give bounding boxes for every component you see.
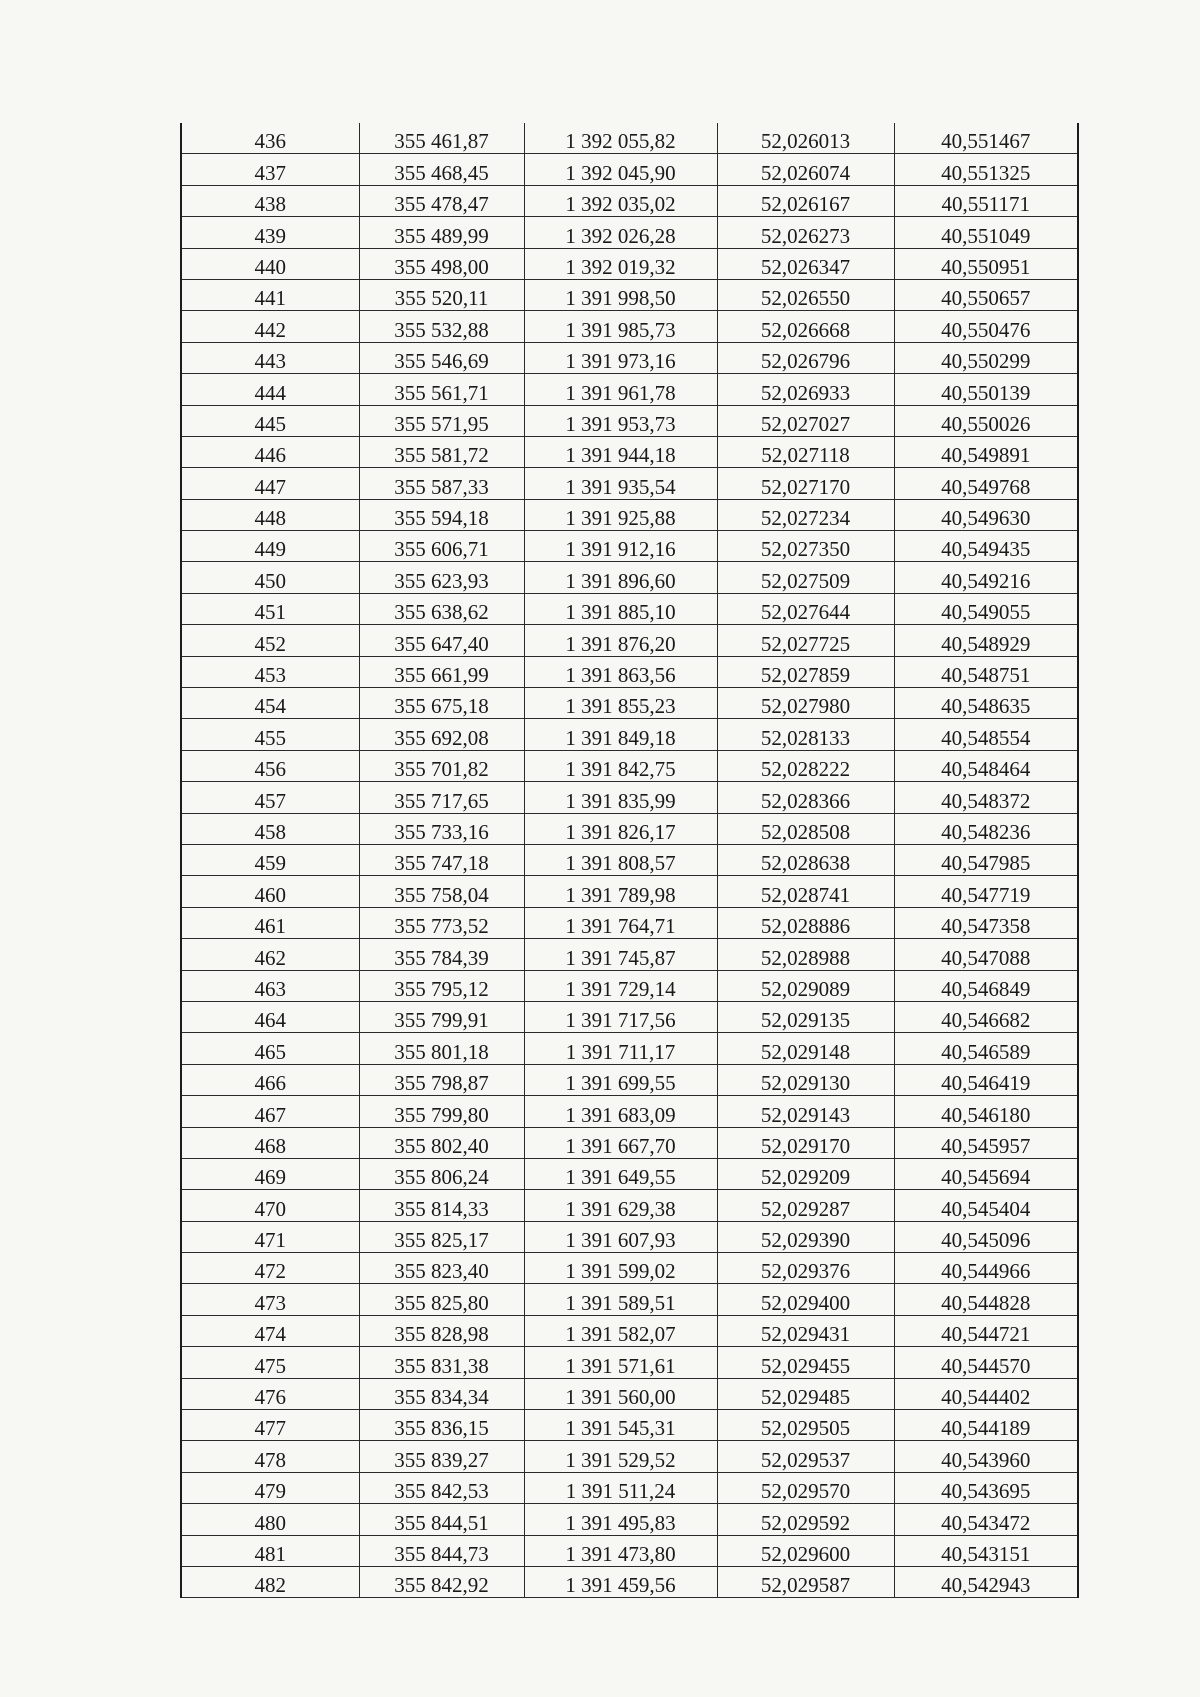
longitude-cell: 40,545694 bbox=[894, 1158, 1078, 1189]
table-row bbox=[181, 1096, 1078, 1127]
longitude-cell: 40,547088 bbox=[894, 939, 1078, 970]
latitude-cell: 52,026167 bbox=[717, 185, 894, 216]
table-row bbox=[181, 1158, 1078, 1189]
y-coordinate-cell: 1 391 459,56 bbox=[524, 1566, 717, 1597]
point-number-cell: 452 bbox=[181, 625, 359, 656]
y-coordinate-cell: 1 391 925,88 bbox=[524, 499, 717, 530]
table-row bbox=[181, 531, 1078, 562]
latitude-cell: 52,029135 bbox=[717, 1001, 894, 1032]
longitude-cell: 40,551467 bbox=[894, 123, 1078, 154]
table-row bbox=[181, 1064, 1078, 1095]
table-row bbox=[181, 185, 1078, 216]
longitude-cell: 40,550476 bbox=[894, 311, 1078, 342]
point-number-cell: 451 bbox=[181, 593, 359, 624]
x-coordinate-cell: 355 647,40 bbox=[359, 625, 524, 656]
x-coordinate-cell: 355 692,08 bbox=[359, 719, 524, 750]
x-coordinate-cell: 355 675,18 bbox=[359, 688, 524, 719]
x-coordinate-cell: 355 638,62 bbox=[359, 593, 524, 624]
x-coordinate-cell: 355 546,69 bbox=[359, 342, 524, 373]
x-coordinate-cell: 355 799,91 bbox=[359, 1001, 524, 1032]
y-coordinate-cell: 1 391 599,02 bbox=[524, 1253, 717, 1284]
longitude-cell: 40,546849 bbox=[894, 970, 1078, 1001]
point-number-cell: 456 bbox=[181, 750, 359, 781]
y-coordinate-cell: 1 391 808,57 bbox=[524, 844, 717, 875]
x-coordinate-cell: 355 571,95 bbox=[359, 405, 524, 436]
latitude-cell: 52,029485 bbox=[717, 1378, 894, 1409]
point-number-cell: 446 bbox=[181, 436, 359, 467]
x-coordinate-cell: 355 747,18 bbox=[359, 844, 524, 875]
x-coordinate-cell: 355 758,04 bbox=[359, 876, 524, 907]
x-coordinate-cell: 355 814,33 bbox=[359, 1190, 524, 1221]
latitude-cell: 52,029287 bbox=[717, 1190, 894, 1221]
x-coordinate-cell: 355 581,72 bbox=[359, 436, 524, 467]
table-row bbox=[181, 1284, 1078, 1315]
y-coordinate-cell: 1 391 961,78 bbox=[524, 374, 717, 405]
point-number-cell: 479 bbox=[181, 1472, 359, 1503]
longitude-cell: 40,546682 bbox=[894, 1001, 1078, 1032]
point-number-cell: 437 bbox=[181, 154, 359, 185]
y-coordinate-cell: 1 391 855,23 bbox=[524, 688, 717, 719]
y-coordinate-cell: 1 391 849,18 bbox=[524, 719, 717, 750]
latitude-cell: 52,029089 bbox=[717, 970, 894, 1001]
y-coordinate-cell: 1 391 495,83 bbox=[524, 1504, 717, 1535]
point-number-cell: 465 bbox=[181, 1033, 359, 1064]
point-number-cell: 461 bbox=[181, 907, 359, 938]
point-number-cell: 455 bbox=[181, 719, 359, 750]
point-number-cell: 449 bbox=[181, 531, 359, 562]
longitude-cell: 40,548372 bbox=[894, 782, 1078, 813]
x-coordinate-cell: 355 802,40 bbox=[359, 1127, 524, 1158]
table-row bbox=[181, 1472, 1078, 1503]
latitude-cell: 52,026074 bbox=[717, 154, 894, 185]
y-coordinate-cell: 1 392 045,90 bbox=[524, 154, 717, 185]
table-row bbox=[181, 562, 1078, 593]
table-row bbox=[181, 499, 1078, 530]
y-coordinate-cell: 1 391 745,87 bbox=[524, 939, 717, 970]
latitude-cell: 52,029587 bbox=[717, 1566, 894, 1597]
point-number-cell: 470 bbox=[181, 1190, 359, 1221]
y-coordinate-cell: 1 391 835,99 bbox=[524, 782, 717, 813]
longitude-cell: 40,543472 bbox=[894, 1504, 1078, 1535]
x-coordinate-cell: 355 478,47 bbox=[359, 185, 524, 216]
latitude-cell: 52,029148 bbox=[717, 1033, 894, 1064]
x-coordinate-cell: 355 844,73 bbox=[359, 1535, 524, 1566]
point-number-cell: 458 bbox=[181, 813, 359, 844]
x-coordinate-cell: 355 795,12 bbox=[359, 970, 524, 1001]
table-row bbox=[181, 248, 1078, 279]
table-row bbox=[181, 1033, 1078, 1064]
point-number-cell: 482 bbox=[181, 1566, 359, 1597]
longitude-cell: 40,548635 bbox=[894, 688, 1078, 719]
y-coordinate-cell: 1 391 699,55 bbox=[524, 1064, 717, 1095]
longitude-cell: 40,548929 bbox=[894, 625, 1078, 656]
longitude-cell: 40,543960 bbox=[894, 1441, 1078, 1472]
latitude-cell: 52,029390 bbox=[717, 1221, 894, 1252]
y-coordinate-cell: 1 392 026,28 bbox=[524, 217, 717, 248]
longitude-cell: 40,549216 bbox=[894, 562, 1078, 593]
latitude-cell: 52,029431 bbox=[717, 1315, 894, 1346]
y-coordinate-cell: 1 391 826,17 bbox=[524, 813, 717, 844]
y-coordinate-cell: 1 392 035,02 bbox=[524, 185, 717, 216]
x-coordinate-cell: 355 801,18 bbox=[359, 1033, 524, 1064]
point-number-cell: 481 bbox=[181, 1535, 359, 1566]
table-row bbox=[181, 217, 1078, 248]
coordinates-table-wrapper bbox=[180, 123, 1077, 1598]
x-coordinate-cell: 355 561,71 bbox=[359, 374, 524, 405]
latitude-cell: 52,027118 bbox=[717, 436, 894, 467]
x-coordinate-cell: 355 468,45 bbox=[359, 154, 524, 185]
y-coordinate-cell: 1 391 944,18 bbox=[524, 436, 717, 467]
longitude-cell: 40,548751 bbox=[894, 656, 1078, 687]
y-coordinate-cell: 1 391 842,75 bbox=[524, 750, 717, 781]
table-row bbox=[181, 719, 1078, 750]
coordinates-table bbox=[180, 123, 1079, 1598]
point-number-cell: 462 bbox=[181, 939, 359, 970]
point-number-cell: 477 bbox=[181, 1410, 359, 1441]
latitude-cell: 52,029505 bbox=[717, 1410, 894, 1441]
x-coordinate-cell: 355 606,71 bbox=[359, 531, 524, 562]
table-row bbox=[181, 1221, 1078, 1252]
latitude-cell: 52,026933 bbox=[717, 374, 894, 405]
latitude-cell: 52,029400 bbox=[717, 1284, 894, 1315]
point-number-cell: 448 bbox=[181, 499, 359, 530]
y-coordinate-cell: 1 391 629,38 bbox=[524, 1190, 717, 1221]
longitude-cell: 40,544402 bbox=[894, 1378, 1078, 1409]
latitude-cell: 52,029455 bbox=[717, 1347, 894, 1378]
longitude-cell: 40,546419 bbox=[894, 1064, 1078, 1095]
latitude-cell: 52,028133 bbox=[717, 719, 894, 750]
y-coordinate-cell: 1 391 649,55 bbox=[524, 1158, 717, 1189]
x-coordinate-cell: 355 532,88 bbox=[359, 311, 524, 342]
x-coordinate-cell: 355 520,11 bbox=[359, 279, 524, 310]
latitude-cell: 52,029376 bbox=[717, 1253, 894, 1284]
x-coordinate-cell: 355 844,51 bbox=[359, 1504, 524, 1535]
y-coordinate-cell: 1 391 985,73 bbox=[524, 311, 717, 342]
longitude-cell: 40,548554 bbox=[894, 719, 1078, 750]
point-number-cell: 442 bbox=[181, 311, 359, 342]
point-number-cell: 453 bbox=[181, 656, 359, 687]
y-coordinate-cell: 1 391 935,54 bbox=[524, 468, 717, 499]
point-number-cell: 472 bbox=[181, 1253, 359, 1284]
y-coordinate-cell: 1 392 055,82 bbox=[524, 123, 717, 154]
point-number-cell: 476 bbox=[181, 1378, 359, 1409]
longitude-cell: 40,551325 bbox=[894, 154, 1078, 185]
table-row bbox=[181, 688, 1078, 719]
point-number-cell: 469 bbox=[181, 1158, 359, 1189]
latitude-cell: 52,029592 bbox=[717, 1504, 894, 1535]
longitude-cell: 40,550657 bbox=[894, 279, 1078, 310]
x-coordinate-cell: 355 799,80 bbox=[359, 1096, 524, 1127]
point-number-cell: 436 bbox=[181, 123, 359, 154]
point-number-cell: 450 bbox=[181, 562, 359, 593]
x-coordinate-cell: 355 831,38 bbox=[359, 1347, 524, 1378]
x-coordinate-cell: 355 825,17 bbox=[359, 1221, 524, 1252]
longitude-cell: 40,549435 bbox=[894, 531, 1078, 562]
y-coordinate-cell: 1 391 571,61 bbox=[524, 1347, 717, 1378]
longitude-cell: 40,550299 bbox=[894, 342, 1078, 373]
y-coordinate-cell: 1 391 876,20 bbox=[524, 625, 717, 656]
table-row bbox=[181, 1315, 1078, 1346]
latitude-cell: 52,028741 bbox=[717, 876, 894, 907]
latitude-cell: 52,028508 bbox=[717, 813, 894, 844]
latitude-cell: 52,027980 bbox=[717, 688, 894, 719]
longitude-cell: 40,544966 bbox=[894, 1253, 1078, 1284]
y-coordinate-cell: 1 391 764,71 bbox=[524, 907, 717, 938]
table-row bbox=[181, 123, 1078, 154]
point-number-cell: 475 bbox=[181, 1347, 359, 1378]
longitude-cell: 40,544721 bbox=[894, 1315, 1078, 1346]
point-number-cell: 438 bbox=[181, 185, 359, 216]
latitude-cell: 52,027725 bbox=[717, 625, 894, 656]
longitude-cell: 40,546589 bbox=[894, 1033, 1078, 1064]
longitude-cell: 40,544570 bbox=[894, 1347, 1078, 1378]
point-number-cell: 440 bbox=[181, 248, 359, 279]
x-coordinate-cell: 355 623,93 bbox=[359, 562, 524, 593]
latitude-cell: 52,029537 bbox=[717, 1441, 894, 1472]
x-coordinate-cell: 355 461,87 bbox=[359, 123, 524, 154]
x-coordinate-cell: 355 594,18 bbox=[359, 499, 524, 530]
y-coordinate-cell: 1 391 529,52 bbox=[524, 1441, 717, 1472]
latitude-cell: 52,027350 bbox=[717, 531, 894, 562]
latitude-cell: 52,029170 bbox=[717, 1127, 894, 1158]
point-number-cell: 447 bbox=[181, 468, 359, 499]
table-row bbox=[181, 625, 1078, 656]
x-coordinate-cell: 355 842,53 bbox=[359, 1472, 524, 1503]
x-coordinate-cell: 355 825,80 bbox=[359, 1284, 524, 1315]
y-coordinate-cell: 1 391 863,56 bbox=[524, 656, 717, 687]
latitude-cell: 52,026013 bbox=[717, 123, 894, 154]
table-row bbox=[181, 750, 1078, 781]
latitude-cell: 52,029600 bbox=[717, 1535, 894, 1566]
x-coordinate-cell: 355 773,52 bbox=[359, 907, 524, 938]
y-coordinate-cell: 1 392 019,32 bbox=[524, 248, 717, 279]
point-number-cell: 480 bbox=[181, 1504, 359, 1535]
point-number-cell: 463 bbox=[181, 970, 359, 1001]
y-coordinate-cell: 1 391 896,60 bbox=[524, 562, 717, 593]
latitude-cell: 52,028988 bbox=[717, 939, 894, 970]
longitude-cell: 40,544189 bbox=[894, 1410, 1078, 1441]
table-row bbox=[181, 1347, 1078, 1378]
latitude-cell: 52,027509 bbox=[717, 562, 894, 593]
table-row bbox=[181, 405, 1078, 436]
table-row bbox=[181, 844, 1078, 875]
table-row bbox=[181, 436, 1078, 467]
table-row bbox=[181, 1566, 1078, 1597]
longitude-cell: 40,549630 bbox=[894, 499, 1078, 530]
y-coordinate-cell: 1 391 711,17 bbox=[524, 1033, 717, 1064]
longitude-cell: 40,543151 bbox=[894, 1535, 1078, 1566]
point-number-cell: 471 bbox=[181, 1221, 359, 1252]
table-row bbox=[181, 374, 1078, 405]
longitude-cell: 40,550026 bbox=[894, 405, 1078, 436]
longitude-cell: 40,545957 bbox=[894, 1127, 1078, 1158]
point-number-cell: 473 bbox=[181, 1284, 359, 1315]
x-coordinate-cell: 355 489,99 bbox=[359, 217, 524, 248]
x-coordinate-cell: 355 839,27 bbox=[359, 1441, 524, 1472]
table-row bbox=[181, 782, 1078, 813]
latitude-cell: 52,026347 bbox=[717, 248, 894, 279]
latitude-cell: 52,027170 bbox=[717, 468, 894, 499]
table-row bbox=[181, 1190, 1078, 1221]
table-row bbox=[181, 1535, 1078, 1566]
longitude-cell: 40,548464 bbox=[894, 750, 1078, 781]
latitude-cell: 52,027027 bbox=[717, 405, 894, 436]
y-coordinate-cell: 1 391 789,98 bbox=[524, 876, 717, 907]
table-row bbox=[181, 813, 1078, 844]
y-coordinate-cell: 1 391 717,56 bbox=[524, 1001, 717, 1032]
table-row bbox=[181, 1410, 1078, 1441]
table-row bbox=[181, 1504, 1078, 1535]
longitude-cell: 40,547719 bbox=[894, 876, 1078, 907]
latitude-cell: 52,029570 bbox=[717, 1472, 894, 1503]
longitude-cell: 40,551049 bbox=[894, 217, 1078, 248]
y-coordinate-cell: 1 391 667,70 bbox=[524, 1127, 717, 1158]
x-coordinate-cell: 355 498,00 bbox=[359, 248, 524, 279]
latitude-cell: 52,026273 bbox=[717, 217, 894, 248]
y-coordinate-cell: 1 391 589,51 bbox=[524, 1284, 717, 1315]
latitude-cell: 52,029130 bbox=[717, 1064, 894, 1095]
x-coordinate-cell: 355 784,39 bbox=[359, 939, 524, 970]
longitude-cell: 40,551171 bbox=[894, 185, 1078, 216]
longitude-cell: 40,549768 bbox=[894, 468, 1078, 499]
y-coordinate-cell: 1 391 607,93 bbox=[524, 1221, 717, 1252]
y-coordinate-cell: 1 391 545,31 bbox=[524, 1410, 717, 1441]
point-number-cell: 457 bbox=[181, 782, 359, 813]
point-number-cell: 467 bbox=[181, 1096, 359, 1127]
latitude-cell: 52,028366 bbox=[717, 782, 894, 813]
table-row bbox=[181, 593, 1078, 624]
latitude-cell: 52,029143 bbox=[717, 1096, 894, 1127]
table-row bbox=[181, 311, 1078, 342]
point-number-cell: 454 bbox=[181, 688, 359, 719]
y-coordinate-cell: 1 391 973,16 bbox=[524, 342, 717, 373]
longitude-cell: 40,547985 bbox=[894, 844, 1078, 875]
point-number-cell: 466 bbox=[181, 1064, 359, 1095]
y-coordinate-cell: 1 391 560,00 bbox=[524, 1378, 717, 1409]
point-number-cell: 464 bbox=[181, 1001, 359, 1032]
table-row bbox=[181, 1441, 1078, 1472]
longitude-cell: 40,544828 bbox=[894, 1284, 1078, 1315]
table-row bbox=[181, 876, 1078, 907]
point-number-cell: 444 bbox=[181, 374, 359, 405]
x-coordinate-cell: 355 733,16 bbox=[359, 813, 524, 844]
table-row bbox=[181, 656, 1078, 687]
y-coordinate-cell: 1 391 582,07 bbox=[524, 1315, 717, 1346]
table-row bbox=[181, 1127, 1078, 1158]
x-coordinate-cell: 355 828,98 bbox=[359, 1315, 524, 1346]
longitude-cell: 40,549891 bbox=[894, 436, 1078, 467]
x-coordinate-cell: 355 834,34 bbox=[359, 1378, 524, 1409]
latitude-cell: 52,028886 bbox=[717, 907, 894, 938]
table-row bbox=[181, 1253, 1078, 1284]
point-number-cell: 474 bbox=[181, 1315, 359, 1346]
point-number-cell: 478 bbox=[181, 1441, 359, 1472]
y-coordinate-cell: 1 391 912,16 bbox=[524, 531, 717, 562]
latitude-cell: 52,029209 bbox=[717, 1158, 894, 1189]
x-coordinate-cell: 355 717,65 bbox=[359, 782, 524, 813]
longitude-cell: 40,550951 bbox=[894, 248, 1078, 279]
latitude-cell: 52,028638 bbox=[717, 844, 894, 875]
point-number-cell: 459 bbox=[181, 844, 359, 875]
point-number-cell: 445 bbox=[181, 405, 359, 436]
x-coordinate-cell: 355 836,15 bbox=[359, 1410, 524, 1441]
y-coordinate-cell: 1 391 729,14 bbox=[524, 970, 717, 1001]
longitude-cell: 40,545096 bbox=[894, 1221, 1078, 1252]
latitude-cell: 52,027644 bbox=[717, 593, 894, 624]
x-coordinate-cell: 355 806,24 bbox=[359, 1158, 524, 1189]
point-number-cell: 441 bbox=[181, 279, 359, 310]
y-coordinate-cell: 1 391 683,09 bbox=[524, 1096, 717, 1127]
latitude-cell: 52,026796 bbox=[717, 342, 894, 373]
point-number-cell: 439 bbox=[181, 217, 359, 248]
table-row bbox=[181, 279, 1078, 310]
longitude-cell: 40,547358 bbox=[894, 907, 1078, 938]
longitude-cell: 40,550139 bbox=[894, 374, 1078, 405]
table-row bbox=[181, 907, 1078, 938]
latitude-cell: 52,026668 bbox=[717, 311, 894, 342]
latitude-cell: 52,027234 bbox=[717, 499, 894, 530]
coordinates-table-body bbox=[181, 123, 1078, 1598]
table-row bbox=[181, 154, 1078, 185]
longitude-cell: 40,549055 bbox=[894, 593, 1078, 624]
latitude-cell: 52,027859 bbox=[717, 656, 894, 687]
y-coordinate-cell: 1 391 473,80 bbox=[524, 1535, 717, 1566]
y-coordinate-cell: 1 391 511,24 bbox=[524, 1472, 717, 1503]
y-coordinate-cell: 1 391 885,10 bbox=[524, 593, 717, 624]
table-row bbox=[181, 970, 1078, 1001]
x-coordinate-cell: 355 701,82 bbox=[359, 750, 524, 781]
x-coordinate-cell: 355 798,87 bbox=[359, 1064, 524, 1095]
y-coordinate-cell: 1 391 998,50 bbox=[524, 279, 717, 310]
point-number-cell: 468 bbox=[181, 1127, 359, 1158]
longitude-cell: 40,542943 bbox=[894, 1566, 1078, 1597]
y-coordinate-cell: 1 391 953,73 bbox=[524, 405, 717, 436]
longitude-cell: 40,548236 bbox=[894, 813, 1078, 844]
longitude-cell: 40,546180 bbox=[894, 1096, 1078, 1127]
table-row bbox=[181, 939, 1078, 970]
latitude-cell: 52,026550 bbox=[717, 279, 894, 310]
x-coordinate-cell: 355 842,92 bbox=[359, 1566, 524, 1597]
point-number-cell: 460 bbox=[181, 876, 359, 907]
table-row bbox=[181, 1378, 1078, 1409]
longitude-cell: 40,545404 bbox=[894, 1190, 1078, 1221]
latitude-cell: 52,028222 bbox=[717, 750, 894, 781]
x-coordinate-cell: 355 823,40 bbox=[359, 1253, 524, 1284]
table-row bbox=[181, 1001, 1078, 1032]
x-coordinate-cell: 355 587,33 bbox=[359, 468, 524, 499]
x-coordinate-cell: 355 661,99 bbox=[359, 656, 524, 687]
longitude-cell: 40,543695 bbox=[894, 1472, 1078, 1503]
table-row bbox=[181, 342, 1078, 373]
point-number-cell: 443 bbox=[181, 342, 359, 373]
table-row bbox=[181, 468, 1078, 499]
